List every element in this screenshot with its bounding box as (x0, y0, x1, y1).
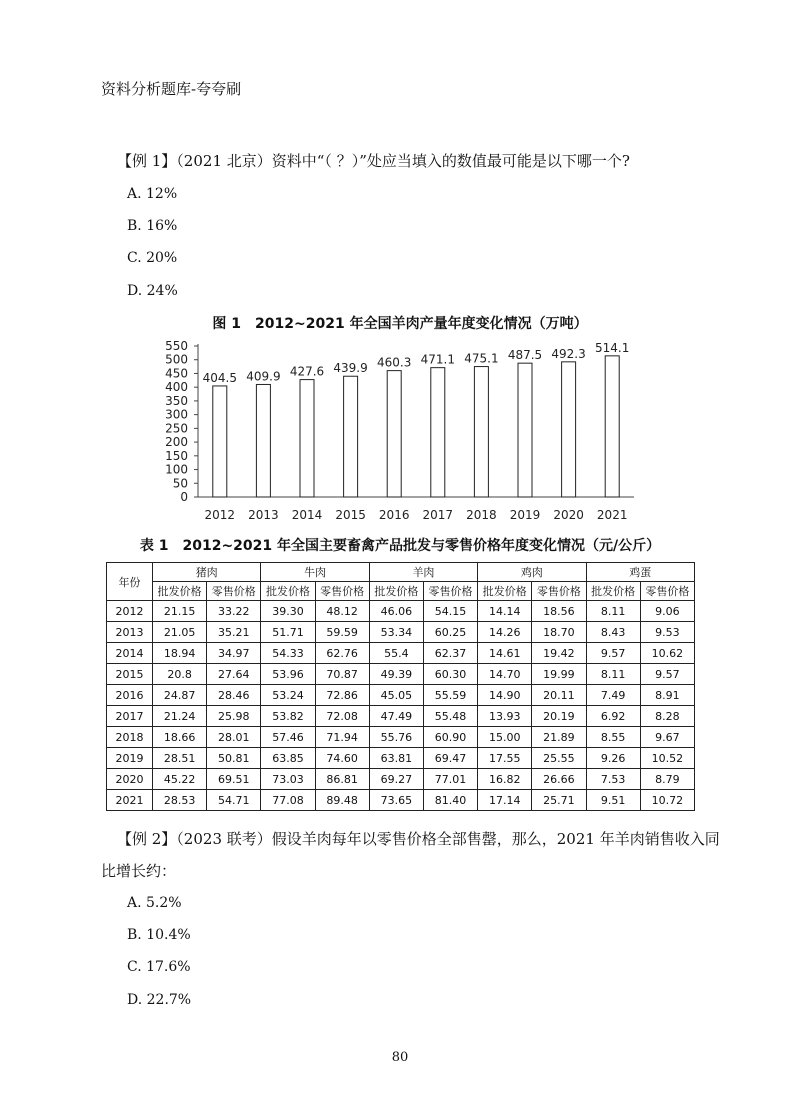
price-cell: 73.03 (261, 769, 315, 790)
price-cell: 19.99 (532, 664, 586, 685)
price-cell: 8.79 (640, 769, 694, 790)
x-tick-label: 2020 (553, 508, 584, 522)
price-cell: 62.76 (315, 643, 369, 664)
price-cell: 69.51 (207, 769, 261, 790)
q2-option-a: A. 5.2% (127, 895, 182, 911)
year-cell: 2014 (107, 643, 153, 664)
price-cell: 86.81 (315, 769, 369, 790)
price-cell: 54.15 (423, 601, 477, 622)
group-header: 羊肉 (369, 563, 477, 582)
q1-option-c: C. 20% (127, 250, 178, 266)
price-cell: 53.34 (369, 622, 423, 643)
price-cell: 72.08 (315, 706, 369, 727)
price-cell: 34.97 (207, 643, 261, 664)
y-tick-label: 550 (165, 339, 188, 353)
price-cell: 63.85 (261, 748, 315, 769)
price-cell: 69.27 (369, 769, 423, 790)
price-cell: 53.82 (261, 706, 315, 727)
price-cell: 9.51 (586, 790, 640, 811)
price-cell: 63.81 (369, 748, 423, 769)
q2-option-c: C. 17.6% (127, 959, 191, 975)
price-cell: 8.55 (586, 727, 640, 748)
price-cell: 27.64 (207, 664, 261, 685)
price-cell: 6.92 (586, 706, 640, 727)
group-header: 鸡蛋 (586, 563, 695, 582)
price-cell: 7.53 (586, 769, 640, 790)
price-cell: 55.48 (423, 706, 477, 727)
x-tick-label: 2014 (291, 508, 323, 522)
price-cell: 18.70 (532, 622, 586, 643)
sub-header: 批发价格 (586, 582, 640, 601)
y-tick-label: 250 (165, 421, 188, 436)
price-cell: 28.46 (207, 685, 261, 706)
q1-option-b: B. 16% (127, 218, 178, 234)
sub-header: 零售价格 (423, 582, 477, 601)
bar-value-label: 471.1 (420, 352, 455, 367)
price-cell: 48.12 (315, 601, 369, 622)
price-cell: 54.71 (207, 790, 261, 811)
price-cell: 28.51 (153, 748, 207, 769)
bar (431, 368, 445, 497)
price-cell: 45.22 (153, 769, 207, 790)
price-cell: 18.94 (153, 643, 207, 664)
price-cell: 9.57 (586, 643, 640, 664)
price-cell: 53.24 (261, 685, 315, 706)
bar-value-label: 475.1 (464, 351, 499, 366)
price-cell: 18.66 (153, 727, 207, 748)
price-cell: 46.06 (369, 601, 423, 622)
group-header: 鸡肉 (478, 563, 586, 582)
x-tick-label: 2018 (466, 508, 497, 522)
price-cell: 49.39 (369, 664, 423, 685)
year-cell: 2017 (107, 706, 153, 727)
price-cell: 28.01 (207, 727, 261, 748)
price-cell: 25.71 (532, 790, 586, 811)
bar-value-label: 409.9 (246, 369, 281, 384)
year-header: 年份 (107, 563, 153, 601)
sub-header: 批发价格 (478, 582, 532, 601)
bar-value-label: 487.5 (507, 348, 543, 363)
x-tick-label: 2013 (248, 508, 279, 522)
price-cell: 89.48 (315, 790, 369, 811)
page-number: 80 (391, 1050, 409, 1065)
bar-value-label: 492.3 (551, 346, 586, 361)
bar-value-label: 404.5 (202, 370, 237, 385)
price-cell: 8.91 (640, 685, 694, 706)
bar (605, 356, 619, 497)
price-cell: 10.62 (640, 643, 694, 664)
price-cell: 60.25 (423, 622, 477, 643)
bar-value-label: 460.3 (377, 355, 412, 370)
price-cell: 19.42 (532, 643, 586, 664)
year-cell: 2018 (107, 727, 153, 748)
page-header: 资料分析题库-夸夸刷 (101, 80, 242, 98)
sub-header: 零售价格 (640, 582, 694, 601)
q1-option-a: A. 12% (127, 186, 178, 202)
q2-option-b: B. 10.4% (127, 927, 191, 943)
price-cell: 14.26 (478, 622, 532, 643)
group-header: 猪肉 (153, 563, 261, 582)
price-cell: 71.94 (315, 727, 369, 748)
bar (518, 363, 532, 497)
x-tick-label: 2017 (422, 508, 454, 522)
price-cell: 60.30 (423, 664, 477, 685)
figure-title: 图 1 2012~2021 年全国羊肉产量年度变化情况（万吨） (212, 316, 588, 332)
price-cell: 51.71 (261, 622, 315, 643)
price-cell: 77.01 (423, 769, 477, 790)
price-cell: 16.82 (478, 769, 532, 790)
price-cell: 9.06 (640, 601, 694, 622)
y-tick-label: 100 (165, 462, 188, 477)
table-row (107, 706, 695, 727)
bar (300, 380, 314, 497)
sub-header: 批发价格 (153, 582, 207, 601)
price-cell: 33.22 (207, 601, 261, 622)
y-tick-label: 200 (165, 435, 188, 450)
price-cell: 9.53 (640, 622, 694, 643)
price-cell: 74.60 (315, 748, 369, 769)
table-row (107, 790, 695, 811)
price-cell: 14.70 (478, 664, 532, 685)
bar (474, 367, 488, 497)
question-2-line2: 比增长约： (101, 862, 177, 880)
price-cell: 15.00 (478, 727, 532, 748)
price-cell: 9.57 (640, 664, 694, 685)
year-cell: 2013 (107, 622, 153, 643)
price-cell: 18.56 (532, 601, 586, 622)
bar-chart (150, 335, 650, 525)
bar-value-label: 514.1 (595, 340, 630, 355)
price-cell: 14.61 (478, 643, 532, 664)
price-cell: 69.47 (423, 748, 477, 769)
price-cell: 50.81 (207, 748, 261, 769)
table-row (107, 643, 695, 664)
price-cell: 77.08 (261, 790, 315, 811)
price-cell: 28.53 (153, 790, 207, 811)
price-cell: 25.98 (207, 706, 261, 727)
y-tick-label: 450 (165, 366, 188, 381)
price-cell: 53.96 (261, 664, 315, 685)
table-row (107, 622, 695, 643)
price-cell: 10.52 (640, 748, 694, 769)
price-cell: 21.89 (532, 727, 586, 748)
bar (256, 384, 270, 497)
year-cell: 2020 (107, 769, 153, 790)
sub-header: 零售价格 (315, 582, 369, 601)
price-cell: 73.65 (369, 790, 423, 811)
price-cell: 72.86 (315, 685, 369, 706)
bar (213, 386, 227, 497)
price-cell: 8.11 (586, 664, 640, 685)
price-cell: 35.21 (207, 622, 261, 643)
price-cell: 20.19 (532, 706, 586, 727)
price-cell: 81.40 (423, 790, 477, 811)
bar (562, 362, 576, 497)
bar (387, 371, 401, 497)
price-cell: 8.28 (640, 706, 694, 727)
q1-option-d: D. 24% (127, 283, 178, 299)
sub-header: 零售价格 (207, 582, 261, 601)
price-cell: 21.05 (153, 622, 207, 643)
price-cell: 39.30 (261, 601, 315, 622)
price-cell: 13.93 (478, 706, 532, 727)
price-cell: 9.26 (586, 748, 640, 769)
price-cell: 20.11 (532, 685, 586, 706)
bar-value-label: 427.6 (289, 364, 325, 379)
table-row (107, 748, 695, 769)
price-cell: 70.87 (315, 664, 369, 685)
price-cell: 10.72 (640, 790, 694, 811)
price-cell: 60.90 (423, 727, 477, 748)
y-tick-label: 400 (165, 380, 188, 395)
price-cell: 59.59 (315, 622, 369, 643)
x-tick-label: 2016 (378, 508, 410, 522)
price-cell: 62.37 (423, 643, 477, 664)
table-row (107, 769, 695, 790)
bar-value-label: 439.9 (333, 361, 368, 376)
x-tick-label: 2015 (335, 508, 366, 522)
price-cell: 47.49 (369, 706, 423, 727)
price-cell: 8.43 (586, 622, 640, 643)
bar (344, 376, 358, 497)
y-tick-label: 0 (180, 490, 188, 504)
group-header: 牛肉 (261, 563, 369, 582)
price-cell: 20.8 (153, 664, 207, 685)
year-cell: 2015 (107, 664, 153, 685)
y-tick-label: 50 (172, 476, 188, 491)
price-cell: 25.55 (532, 748, 586, 769)
table-row (107, 685, 695, 706)
price-cell: 24.87 (153, 685, 207, 706)
price-cell: 55.59 (423, 685, 477, 706)
table-row (107, 664, 695, 685)
price-table (106, 562, 695, 811)
price-cell: 45.05 (369, 685, 423, 706)
price-cell: 14.90 (478, 685, 532, 706)
price-cell: 17.55 (478, 748, 532, 769)
y-tick-label: 300 (165, 407, 188, 422)
table-row (107, 601, 695, 622)
question-2-line1: 【例 2】（2023 联考）假设羊肉每年以零售价格全部售罄，那么，2021 年羊肉销售收入同 (117, 830, 720, 848)
question-1-text: 【例 1】（2021 北京）资料中“（ ？）”处应当填入的数值最可能是以下哪一个? (117, 152, 630, 170)
sub-header: 零售价格 (532, 582, 586, 601)
y-tick-label: 150 (165, 448, 188, 463)
price-cell: 21.15 (153, 601, 207, 622)
q2-option-d: D. 22.7% (127, 992, 192, 1008)
price-cell: 26.66 (532, 769, 586, 790)
y-tick-label: 500 (165, 352, 188, 367)
table-row (107, 727, 695, 748)
price-cell: 55.4 (369, 643, 423, 664)
x-tick-label: 2012 (204, 508, 236, 522)
price-cell: 14.14 (478, 601, 532, 622)
price-cell: 21.24 (153, 706, 207, 727)
year-cell: 2019 (107, 748, 153, 769)
price-cell: 55.76 (369, 727, 423, 748)
y-tick-label: 350 (165, 393, 188, 408)
price-cell: 7.49 (586, 685, 640, 706)
x-tick-label: 2019 (509, 508, 541, 522)
year-cell: 2016 (107, 685, 153, 706)
year-cell: 2021 (107, 790, 153, 811)
price-cell: 54.33 (261, 643, 315, 664)
price-cell: 17.14 (478, 790, 532, 811)
x-tick-label: 2021 (596, 508, 628, 522)
sub-header: 批发价格 (261, 582, 315, 601)
sub-header: 批发价格 (369, 582, 423, 601)
table-title: 表 1 2012~2021 年全国主要畜禽产品批发与零售价格年度变化情况（元/公斤） (139, 538, 661, 554)
price-cell: 8.11 (586, 601, 640, 622)
year-cell: 2012 (107, 601, 153, 622)
price-cell: 9.67 (640, 727, 694, 748)
price-cell: 57.46 (261, 727, 315, 748)
